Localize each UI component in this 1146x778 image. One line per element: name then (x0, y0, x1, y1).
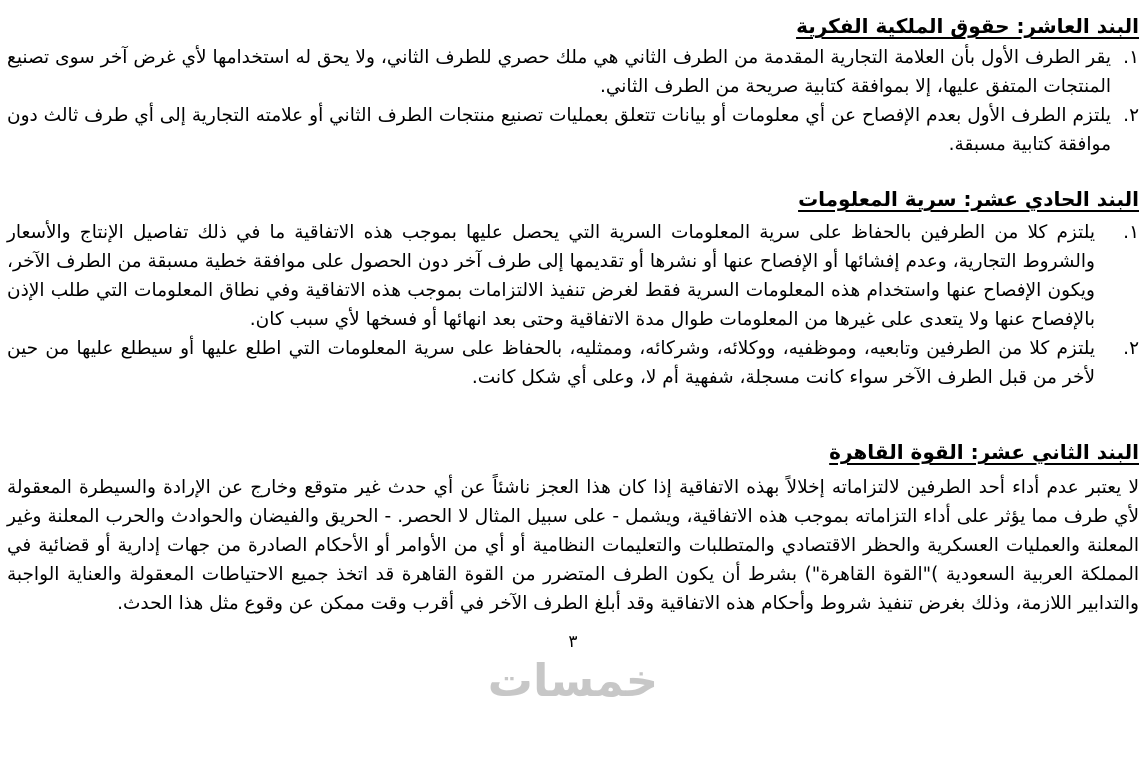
section-intellectual-property-rights (7, 12, 1139, 159)
clause-number: ٢. (1123, 338, 1139, 359)
clause-number: ١. (1123, 222, 1139, 243)
section-heading-intellectual-property: البند العاشر: حقوق الملكية الفكرية (796, 14, 1139, 38)
clause-item (7, 334, 1139, 392)
section-heading-force-majeure: البند الثاني عشر: القوة القاهرة (829, 440, 1139, 464)
clause-text: يلتزم الطرف الأول بعدم الإفصاح عن أي معلومات أو بيانات تتعلق بعمليات تصنيع منتجات الطرف الثاني أو علامته التجارية إلى أي طرف ثالث دون موافقة كتابية مسبقة. (7, 105, 1111, 155)
clause-number: ٢. (1123, 105, 1139, 126)
clause-text: يلتزم كلا من الطرفين وتابعيه، وموظفيه، ووكلائه، وشركائه، وممثليه، بالحفاظ على سرية المعلومات التي اطلع عليها أو سيطلع عليها من حين لأخر من قبل الطرف الآخر سواء كانت مسجلة، شفهية أم لا، وعلى أي شكل كانت. (7, 338, 1095, 388)
clause-number: ١. (1123, 47, 1139, 68)
section-force-majeure (7, 438, 1139, 618)
force-majeure-paragraph: لا يعتبر عدم أداء أحد الطرفين لالتزاماته إخلالاً بهذه الاتفاقية إذا كان هذا العجز ناشئاً عن أي حدث غير متوقع وخارج عن الإرادة والسيطرة المعقولة لأي طرف مما يؤثر على أداء التزاماته بموجب هذه الاتفاقية، ويشمل - على سبيل المثال لا الحصر. - الحريق والفيضان والحوادث والحرب المعلنة وغير المعلنة والعمليات العسكرية والحظر الاقتصادي والمتطلبات والتعليمات النظامية أو أي من الأوامر أو الأحكام الصادرة من جهات إدارية أو قضائية في المملكة العربية السعودية )"القوة القاهرة") بشرط أن يكون الطرف المتضرر من القوة القاهرة قد اتخذ جميع الاحتياطات المعقولة والعناية الواجبة والتدابير اللازمة، وذلك بغرض تنفيذ شروط وأحكام هذه الاتفاقية وقد أبلغ الطرف الآخر في أقرب وقت ممكن عن وقوع مثل هذا الحدث. (7, 477, 1139, 614)
section-confidentiality (7, 185, 1139, 392)
clause-item (7, 43, 1139, 101)
clause-item (7, 218, 1139, 334)
khamsat-watermark-logo: خمسات (487, 654, 659, 707)
clause-item (7, 101, 1139, 159)
clause-text: يلتزم كلا من الطرفين بالحفاظ على سرية المعلومات السرية التي يحصل عليها بموجب هذه الاتفاقية ما في ذلك تفاصيل الإنتاج والأسعار والشروط التجارية، وعدم إفشائها أو الإفصاح عنها أو نشرها أو تقديمها إلى طرف آخر دون الحصول على موافقة خطية مسبقة من الطرف الآخر، ويكون الإفصاح عنها واستخدام هذه المعلومات السرية فقط لغرض تنفيذ الالتزامات بموجب هذه الاتفاقية وفي نطاق المعلومات التي طلب الإذن بالإفصاح عنها ولا يتعدى على غيرها من المعلومات طوال مدة الاتفاقية وحتى بعد انهائها أو فسخها لأي سبب كان. (7, 222, 1095, 330)
section-heading-confidentiality: البند الحادي عشر: سرية المعلومات (798, 187, 1139, 211)
clause-text: يقر الطرف الأول بأن العلامة التجارية المقدمة من الطرف الثاني هي ملك حصري للطرف الثاني، ولا يحق له استخدامها لأي غرض آخر سوى تصنيع المنتجات المتفق عليها، إلا بموافقة كتابية صريحة من الطرف الثاني. (7, 47, 1111, 97)
page-number: ٣ (568, 632, 578, 652)
